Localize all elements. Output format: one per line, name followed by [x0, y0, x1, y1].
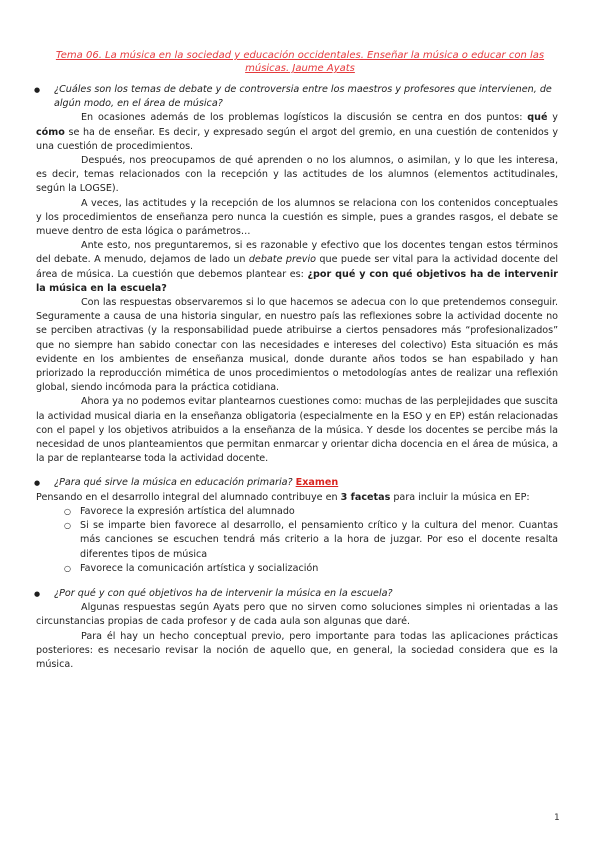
list-item-text: Favorece la comunicación artística y socialización [80, 562, 319, 574]
bold-text: ¿por qué y con qué objetivos ha de intervenir la música en la escuela? [36, 268, 558, 294]
text-run: Ante esto, nos preguntaremos, si es razonable y efectivo que los docentes tengan estos términos del debate. A menudo, dejamos de lado un [36, 240, 558, 266]
bold-text: qué [527, 112, 548, 124]
circle-bullet-icon: ○ [64, 521, 71, 531]
list-item [64, 505, 558, 519]
list-item-text: Favorece la expresión artística del alumnado [80, 505, 295, 517]
document-body [36, 83, 558, 672]
list-item-text: Si se imparte bien favorece al desarrollo, el pensamiento crítico y la cultura del menor. Cuantas más canciones se escuchen tendrá más criterio a la hora de juzgar. Por eso el docente resalta diferentes tipos de música [80, 520, 558, 560]
page-number: 1 [554, 813, 560, 823]
text-run: Pensando en el desarrollo integral del alumnado contribuye en [36, 491, 341, 503]
bullet-icon: ● [34, 86, 41, 94]
bold-text: 3 facetas [340, 491, 391, 503]
paragraph-1 [36, 111, 558, 154]
text-run: se ha de enseñar. Es decir, y expresado según el argot del gremio, en una cuestión de contenidos y una cuestión de procedimientos. [36, 126, 558, 152]
text-run: y [547, 112, 558, 124]
paragraph-2: Después, nos preocupamos de qué aprenden o no los alumnos, o asimilan, y lo que les interesa, es decir, temas relacionados con la recepción y las actitudes de los alumnos (elementos actitudinales, según la LOGSE). [36, 155, 558, 195]
bullet-icon: ● [34, 479, 41, 488]
paragraph-3: A veces, las actitudes y la recepción de los alumnos se relaciona con los contenidos conceptuales y los procedimientos de enseñanza pero nunca la cuestión es simple, pues a grandes rasgos, el debate se mueve dentro de esta lógica o parámetros… [36, 197, 558, 238]
bullet-icon: ● [34, 589, 41, 598]
exam-tag: Examen [295, 477, 339, 489]
paragraph-5: Con las respuestas observaremos si lo que hacemos se adecua con lo que pretendemos conseguir. Seguramente a causa de una historia singular, en nuestro país las reflexiones sobre la actividad docente no se perciben atractivas (y la responsabilidad puede atribuirse a ciertos pensadores más “profesionalizados” que no siempre han sabido conectar con las necesidades e intereses del colectivo) Esta situación es más evidente en los ambientes de enseñanza musical, donde durante años todos se han espabilado y han priorizado la reproducción mimética de unos procedimientos o metodologías antes de realizar una reflexión global, siendo incómoda para la práctica cotidiana. [36, 297, 558, 394]
circle-bullet-icon: ○ [64, 506, 71, 516]
text-run: que puede ser vital para la actividad docente del área de música. La cuestión que debemos plantear es: [36, 254, 559, 280]
paragraph-9: Para él hay un hecho conceptual previo, pero importante para todas las aplicaciones prácticas posteriores: es necesario revisar la noción de aquello que, en general, la sociedad considera que es la música. [36, 630, 558, 670]
paragraph-8: Algunas respuestas según Ayats pero que no sirven como soluciones simples ni orientadas a las circunstancias propias de cada profesor y de cada aula son algunas que daré. [36, 602, 558, 628]
facets-list [36, 505, 558, 576]
question-1 [36, 83, 558, 111]
text-run: En ocasiones además de los problemas logísticos la discusión se centra en dos puntos: [81, 112, 528, 124]
list-item [64, 519, 558, 562]
question-1-text: ¿Cuáles son los temas de debate y de controversia entre los maestros y profesores que intervienen, de algún modo, en el área de música? [54, 84, 552, 110]
question-2-line [54, 476, 558, 490]
italic-text: debate previo [248, 254, 317, 266]
circle-bullet-icon: ○ [64, 563, 71, 573]
list-item [64, 562, 558, 576]
question-2 [36, 476, 558, 490]
text-run: para incluir la música en EP: [390, 491, 530, 503]
question-2-text: ¿Para qué sirve la música en educación primaria? [54, 477, 296, 489]
paragraph-7 [36, 491, 558, 505]
document-title: Tema 06. La música en la sociedad y educación occidentales. Enseñar la música o educar con las músicas. Jaume Ayats [55, 50, 545, 74]
question-3 [36, 587, 558, 601]
bold-text: cómo [36, 126, 65, 138]
paragraph-4 [36, 239, 558, 296]
question-3-text: ¿Por qué y con qué objetivos ha de intervenir la música en la escuela? [54, 587, 393, 599]
paragraph-6: Ahora ya no podemos evitar plantearnos cuestiones como: muchas de las perplejidades que suscita la actividad musical diaria en la enseñanza obligatoria (especialmente en la ESO y en EP) están relacionadas con el papel y los objetivos atribuidos a la enseñanza de la música. Y desde los docentes se percibe más la necesidad de unos planteamientos que permitan enmarcar y orientar dicha docencia en el área de música, a la par de replantearse toda la actividad docente. [36, 396, 558, 465]
